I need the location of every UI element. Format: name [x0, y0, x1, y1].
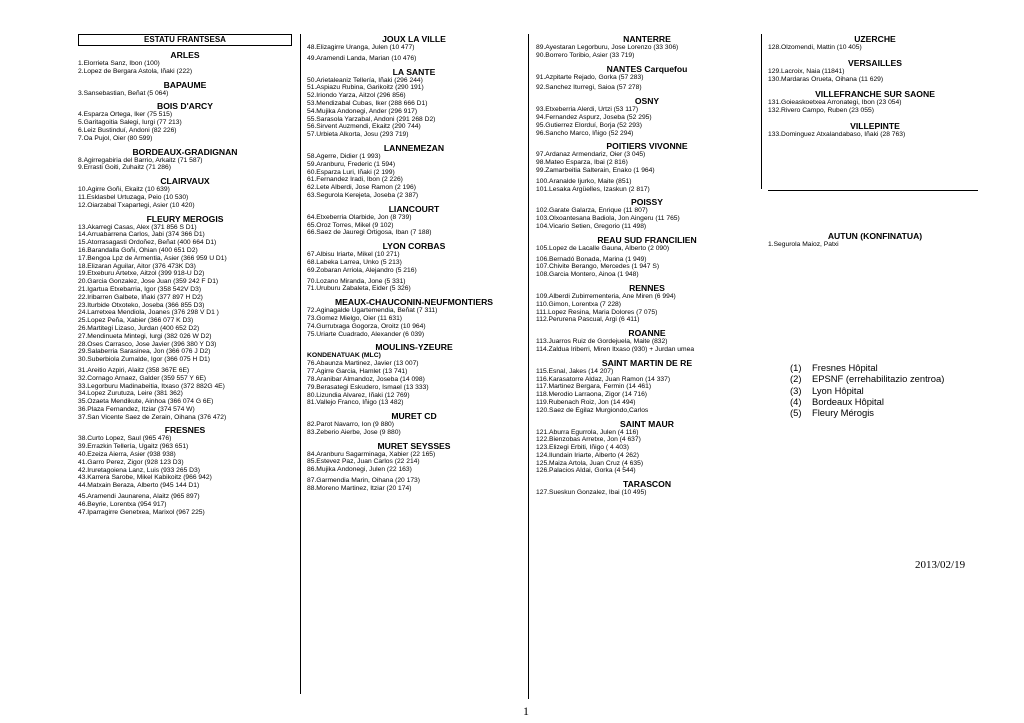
prisoner-entry: 34.Lopez Zurutuza, Leire (381 362)	[78, 390, 183, 398]
prisoner-entry: 10.Agirre Goñi, Ekaitz (10 639)	[78, 186, 170, 194]
prisoner-group	[768, 99, 982, 115]
prison-section	[536, 283, 758, 324]
prisoner-entry: 110.Gimon, Lorentxa (7 228)	[536, 300, 622, 308]
prisoner-entry: 74.Gurrutxaga Gogorza, Oroitz (10 964)	[307, 322, 426, 330]
prisoner-entry: 46.Beyrie, Lorentxa (954 917)	[78, 500, 167, 508]
prison-section	[536, 235, 758, 279]
prisoner-entry: 68.Labeka Larrea, Unko (5 213)	[307, 258, 402, 266]
prison-section	[536, 141, 758, 193]
prisoner-entry: 49.Aramendi Landa, Marian (10 476)	[307, 54, 417, 62]
prisoner-group	[536, 106, 758, 137]
prison-name: REAU SUD FRANCILIEN	[597, 234, 697, 245]
prisoner-entry: 72.Aginagalde Ugartemendia, Beñat (7 311)	[307, 307, 438, 315]
prisoner-entry: 61.Fernandez Iradi, Ibon (2 226)	[307, 176, 403, 184]
prisoner-group	[536, 245, 758, 253]
document-date: 2013/02/19	[915, 559, 966, 571]
prisoner-entry: 81.Vallejo Franco, Iñigo (13 482)	[307, 399, 404, 407]
prison-section	[78, 101, 292, 142]
prisoner-entry: 70.Lozano Miranda, Jone (5 331)	[307, 277, 406, 285]
prisoner-entry: 24.Larretxea Mendiola, Joanes (376 298 V D1 )	[78, 309, 219, 317]
prison-section	[307, 411, 521, 437]
prisoner-group	[307, 307, 521, 338]
prisoner-entry: 105.Lopez de Lacalle Gauna, Alberto (2 090)	[536, 244, 670, 252]
prison-name: MURET SEYSSES	[377, 440, 451, 451]
prisoner-group	[768, 44, 982, 52]
prisoner-group	[307, 477, 521, 493]
prisoner-group	[536, 44, 758, 60]
section-divider	[768, 190, 978, 191]
prisoner-entry: 6.Leiz Bustinduí, Andoni (82 226)	[78, 126, 177, 134]
prisoner-entry: 129.Lacroix, Naia (11841)	[768, 67, 845, 75]
prisoner-group	[307, 421, 521, 437]
prisoner-entry: 111.Lopez Resina, Maria Dolores (7 075)	[536, 308, 658, 316]
prisoner-group	[307, 77, 521, 139]
prisoner-entry: 1.Elorrieta Sanz, Ibon (100)	[78, 60, 160, 67]
prisoner-entry: 3.Sansebastian, Beñat (5 064)	[78, 89, 169, 97]
prisoner-entry: 82.Parot Navarro, Ion (9 880)	[307, 421, 394, 429]
prisoner-entry: 17.Bengoa Lpz de Armentia, Asier (366 959 U D1)	[78, 254, 227, 262]
prisoner-entry: 27.Mendinueta Mintegi, Iurgi (382 026 W D2)	[78, 332, 212, 340]
prisoner-entry: 19.Etxeburu Artetxe, Aitzol (399 918-U D2)	[78, 270, 205, 278]
prisoner-entry: 59.Aranburu, Frederic (1 594)	[307, 160, 396, 168]
prison-section	[78, 147, 292, 173]
legend-text: Bordeaux Hôpital	[812, 395, 884, 407]
legend-number: (1)	[790, 362, 802, 373]
prisoner-entry: 91.Azpitarte Rejado, Gorka (57 283)	[536, 73, 644, 81]
column-4	[768, 34, 982, 145]
prison-section	[768, 58, 982, 84]
prison-name: VILLEFRANCHE SUR SAONE	[815, 89, 935, 100]
prison-name: BOIS D'ARCY	[157, 101, 213, 112]
prisoner-group	[536, 74, 758, 82]
prisoner-entry: 53.Mendizabal Cubas, Iker (288 666 D1)	[307, 99, 428, 107]
prisoner-group	[78, 186, 292, 209]
prisoner-entry: 60.Esparza Luri, Iñaki (2 199)	[307, 168, 395, 176]
prisoner-group	[536, 84, 758, 92]
prisoner-entry: 56.Sirvent Auzmendi, Ekaitz (290 744)	[307, 123, 421, 131]
legend-item	[790, 396, 944, 407]
prisoner-entry: 51.Aspiazu Rubina, Garikoitz (290 191)	[307, 84, 424, 92]
prisoner-entry: 13.Akarregi Casas, Alex (371 856 S D1)	[78, 223, 197, 231]
column-divider	[528, 34, 529, 699]
prison-section	[307, 241, 521, 293]
prisoner-entry: 75.Uriarte Cuadrado, Alexander (6 039)	[307, 330, 425, 338]
prisoner-entry: 77.Agirre Garcia, Hamlet (13 741)	[307, 368, 408, 376]
prisoner-entry: 20.Garcia Gonzalez, Jose Juan (359 242 F D1)	[78, 278, 219, 286]
prisoner-entry: 39.Errazkin Tellería, Ugaitz (963 651)	[78, 443, 189, 451]
prison-name: FRESNES	[164, 425, 206, 436]
prison-section	[307, 204, 521, 237]
prisoner-entry: 12.Oiarzabal Txapartegi, Asier (10 420)	[78, 201, 195, 209]
prison-name: LANNEMEZAN	[383, 142, 445, 153]
legend-number: (5)	[790, 407, 802, 419]
prison-section	[536, 64, 758, 93]
prisoner-entry: 99.Zamarbeitia Salterain, Enako (1 964)	[536, 166, 655, 174]
legend-text: Fresnes Hôpital	[812, 362, 878, 373]
prisoner-entry: 106.Bernadó Bonada, Marina (1 949)	[536, 255, 647, 263]
prisoner-entry: 114.Zaldua Iriberri, Miren Itxaso (930) + Jurdan umea	[536, 345, 695, 353]
legend	[790, 362, 944, 418]
prisoner-entry: 9.Errasti Goiti, Zuhaitz (71 286)	[78, 164, 171, 172]
prison-section	[307, 143, 521, 200]
prisoner-group	[307, 278, 521, 294]
column-3	[536, 34, 758, 501]
prisoner-entry: 128.Olzomendi, Mattin (10 405)	[768, 44, 862, 51]
prisoner-entry: 127.Sueskun Gonzalez, Ibai (10 495)	[536, 489, 647, 497]
prisoner-entry: 102.Garate Galarza, Enrique (11 807)	[536, 207, 648, 215]
prisoner-entry: 92.Sanchez Iturregi, Saioa (57 278)	[536, 84, 642, 92]
prison-section	[536, 197, 758, 230]
prisoner-group	[307, 44, 521, 52]
prisoner-entry: 76.Abaunza Martinez, Javier (13 007)	[307, 360, 419, 368]
prisoner-entry: 95.Gutierrez Elorduí, Borja (52 293)	[536, 121, 642, 129]
prison-name: LYON CORBAS	[382, 241, 446, 252]
prisoner-entry: 113.Juarros Ruiz de Gordejuela, Maite (832)	[536, 338, 668, 346]
prison-section	[78, 50, 292, 76]
prisoner-entry: 54.Mujika Andonegi, Ander (296 917)	[307, 107, 418, 115]
legend-item	[790, 407, 944, 418]
prisoner-group	[307, 360, 521, 407]
column-1	[78, 34, 292, 520]
prison-section	[307, 342, 521, 407]
prisoner-entry: 123.Elizegi Erbiti, Iñigo ( 4 403)	[536, 444, 629, 452]
prisoner-entry: 63.Segurola Kerejeta, Joseba (2 387)	[307, 191, 419, 199]
prisoner-group	[78, 367, 292, 422]
prisoner-entry: 90.Borrero Toribio, Asier (33 719)	[536, 51, 635, 59]
prison-name: BAPAUME	[163, 79, 207, 90]
prison-section-autun	[768, 231, 982, 249]
prison-name: NANTES Carquefou	[606, 63, 688, 74]
legend-number: (2)	[790, 373, 802, 385]
prisoner-entry: 120.Saez de Egilaz Murgiondo,Carlos	[536, 406, 649, 414]
prisoner-group	[536, 207, 758, 230]
prison-name: MEAUX-CHAUCONIN-NEUFMONTIERS	[334, 297, 494, 308]
column-divider	[761, 34, 762, 189]
prison-section	[307, 441, 521, 493]
prisoner-entry: 107.Chivite Berango, Mercedes (1 947 S)	[536, 263, 660, 271]
prison-name: SAINT MARTIN DE RE	[601, 357, 693, 368]
prisoner-group	[78, 224, 292, 364]
prisoner-entry: 97.Ardanaz Armendariz, Oier (3 045)	[536, 151, 646, 159]
prison-section	[536, 479, 758, 497]
prisoner-entry: 40.Ezeiza Aierra, Asier (938 938)	[78, 451, 176, 459]
prison-name: JOUX LA VILLE	[382, 34, 446, 44]
prisoner-entry: 79.Berasategi Eskudero, Ismael (13 333)	[307, 383, 429, 391]
prison-name: VILLEPINTE	[850, 120, 900, 131]
prison-name: POITIERS VIVONNE	[606, 141, 688, 152]
prisoner-entry: 33.Legorburu Madinabeitia, Itxaso (372 882G 4E)	[78, 382, 225, 390]
prison-name: BORDEAUX-GRADIGNAN	[132, 146, 238, 157]
prison-section	[307, 34, 521, 63]
prisoner-entry: 124.Ilundain Iriarte, Alberto (4 262)	[536, 451, 639, 459]
prisoner-group	[78, 111, 292, 142]
prison-section	[536, 358, 758, 415]
prisoner-entry: 132.Rivero Campo, Ruben (23 055)	[768, 107, 874, 115]
prison-section	[78, 80, 292, 98]
prisoner-entry: 80.Lizundia Alvarez, Iñaki (12 769)	[307, 391, 410, 399]
prisoner-entry: 36.Plaza Fernandez, Itziar (374 574 W)	[78, 405, 195, 413]
legend-item	[790, 362, 944, 373]
prison-name: NANTERRE	[623, 34, 671, 44]
prisoner-entry: 71.Uruburu Zabaleta, Eider (5 326)	[307, 285, 411, 293]
prisoner-entry: 116.Karasatorre Aldaz, Juan Ramon (14 337)	[536, 375, 671, 383]
prisoner-group	[536, 338, 758, 354]
page-number: 1	[523, 704, 529, 718]
prisoner-group	[536, 293, 758, 324]
prison-section	[768, 34, 982, 52]
prisoner-entry: 15.Atorrasagasti Ordoñez, Beñat (400 664 D1)	[78, 239, 217, 247]
prisoner-entry: 4.Esparza Ortega, Iker (75 515)	[78, 111, 173, 119]
prisoner-entry: 126.Palacios Aldai, Gorka (4 544)	[536, 467, 636, 475]
prisoner-entry: 130.Mardaras Orueta, Oihana (11 629)	[768, 75, 884, 83]
prisoner-group	[307, 451, 521, 474]
prisoner-entry: 48.Elizagirre Uranga, Julen (10 477)	[307, 44, 415, 51]
prisoner-entry: 98.Mateo Esparza, Ibai (2 816)	[536, 159, 628, 167]
prison-name: LA SANTE	[392, 66, 436, 77]
prisoner-entry: 93.Etxeberria Alerdi, Urtzi (53 117)	[536, 106, 639, 114]
prisoner-entry: 89.Ayestaran Legorburu, Jose Lorenzo (33 306)	[536, 44, 679, 51]
prison-section	[536, 96, 758, 137]
prisoner-entry: 1.Segurola Maioz, Patxi	[768, 241, 839, 248]
prison-name: ARLES	[170, 50, 200, 60]
prison-name: TARASCON	[622, 479, 672, 490]
prisoner-entry: 38.Curto Lopez, Saul (965 476)	[78, 435, 172, 443]
legend-text: Lyon Hôpital	[812, 384, 864, 396]
prison-subheading: KONDENATUAK (MLC)	[307, 352, 381, 360]
prison-name: MOULINS-YZEURE	[375, 342, 453, 353]
prisoner-entry: 67.Albisu Iriarte, Mikel (10 271)	[307, 251, 400, 259]
prison-name: CLAIRVAUX	[160, 176, 210, 187]
prisoner-group	[768, 131, 982, 139]
prisoner-entry: 78.Aranibar Almandoz, Joseba (14 098)	[307, 375, 425, 383]
legend-text: Fleury Mérogis	[812, 407, 874, 419]
prisoner-entry: 31.Areitio Azpiri, Alaitz (358 367E 6E)	[78, 366, 190, 374]
prison-name: MURET CD	[391, 411, 437, 422]
prisoner-entry: 43.Karrera Sarobe, Mikel Kabikoitz (966 942)	[78, 474, 212, 482]
prisoner-entry: 37.San Vicente Saez de Zerain, Oihana (376 472)	[78, 413, 227, 421]
prisoner-entry: 23.Iturbide Otxoteko, Joseba (366 855 D3)	[78, 301, 205, 309]
prison-name: ROANNE	[628, 328, 666, 339]
prisoner-entry: 22.Iribarren Galbete, Iñaki (377 897 H D2)	[78, 293, 203, 301]
legend-item	[790, 373, 944, 384]
prison-section	[768, 121, 982, 139]
prison-section	[78, 176, 292, 209]
prison-section	[78, 214, 292, 422]
prisoner-entry: 57.Urbieta Alkorta, Josu (293 719)	[307, 131, 409, 139]
prison-section	[307, 297, 521, 338]
prisoner-entry: 18.Elizaran Aguilar, Aitor (376 473K D3)	[78, 262, 196, 270]
prisoner-entry: 119.Rubenach Roiz, Jon (14 494)	[536, 398, 636, 406]
prison-name: RENNES	[629, 282, 665, 293]
prisoner-entry: 86.Mujika Andonegi, Julen (22 163)	[307, 466, 412, 474]
prisoner-group	[536, 368, 758, 415]
prisoner-entry: 108.Garcia Montero, Ainoa (1 948)	[536, 271, 639, 279]
prisoner-entry: 47.Iparragirre Genetxea, Marixol (967 225)	[78, 508, 205, 516]
prisoner-entry: 125.Maiza Artola, Juan Cruz (4 635)	[536, 459, 644, 467]
legend-text: EPSNF (errehabilitazio zentroa)	[812, 373, 945, 385]
prison-name: LIANCOURT	[388, 203, 440, 214]
prisoner-entry: 41.Garro Perez, Zigor (928 123 D3)	[78, 458, 184, 466]
prisoner-entry: 26.Martitegi Lizaso, Jurdan (400 652 D2)	[78, 324, 200, 332]
prisoner-entry: 55.Sarasola Yarzabal, Andoni (291 268 D2)	[307, 115, 436, 123]
prisoner-entry: 133.Dominguez Atxalandabaso, Iñaki (28 763)	[768, 130, 906, 138]
prisoner-group	[536, 489, 758, 497]
prisoner-entry: 45.Aramendi Jaunarena, Alaitz (965 897)	[78, 493, 200, 501]
prisoner-group	[307, 251, 521, 274]
prisoner-entry: 104.Vicario Setien, Gregorio (11 498)	[536, 222, 647, 230]
prisoner-entry: 7.Oa Pujol, Oier (80 599)	[78, 134, 153, 142]
prisoner-entry: 25.Lopez Peña, Xabier (366 077 K D3)	[78, 317, 194, 325]
prisoner-entry: 11.Esklasbel Urtuzaga, Peio (10 530)	[78, 193, 189, 201]
prisoner-entry: 84.Aranburu Sagarminaga, Xabier (22 165)	[307, 450, 436, 458]
prison-section	[307, 67, 521, 139]
prisoner-entry: 88.Moreno Martinez, Itziar (20 174)	[307, 484, 412, 492]
prison-section	[78, 425, 292, 516]
prison-name: FLEURY MEROGIS	[146, 213, 224, 224]
prisoner-group	[307, 214, 521, 237]
prisoner-group	[536, 256, 758, 279]
prisoner-group	[78, 90, 292, 98]
prisoner-entry: 50.Arietaleaniz Tellería, Iñaki (296 244)	[307, 76, 423, 84]
prisoner-entry: 62.Lete Alberdi, Jose Ramon (2 196)	[307, 184, 416, 192]
prisoner-group	[78, 157, 292, 173]
prison-name: SAINT MAUR	[620, 418, 674, 429]
prisoner-group	[536, 151, 758, 174]
prison-name: VERSAILLES	[848, 57, 902, 68]
legend-number: (3)	[790, 384, 802, 396]
prisoner-entry: 29.Salaberria Sarasinea, Jon (366 076 J D2)	[78, 348, 211, 356]
prison-name: UZERCHE	[854, 34, 896, 44]
prisoner-entry: 52.Iriondo Yarza, Aitzol (296 856)	[307, 92, 406, 100]
prisoner-entry: 100.Aranalde Ijurko, Maite (851)	[536, 177, 632, 185]
prison-section	[536, 34, 758, 60]
legend-item	[790, 385, 944, 396]
prison-name: OSNY	[634, 96, 660, 107]
prisoner-entry: 131.Goieaskoetxea Arronategi, Ibon (23 054)	[768, 99, 902, 107]
legend-number: (4)	[790, 395, 802, 407]
prisoner-entry: 44.Matxain Beraza, Alberto (945 144 D1)	[78, 482, 200, 490]
prisoner-entry: 69.Zobaran Arriola, Alejandro (5 216)	[307, 266, 417, 274]
prisoner-entry: 14.Arruabarrena Carlos, Jabi (374 366 D1)	[78, 231, 205, 239]
prisoner-entry: 8.Agirregabiria del Barrio, Arkaitz (71 587)	[78, 156, 203, 164]
prisoner-entry: 32.Cornago Arnaez, Galder (359 557 Y 6E)	[78, 374, 207, 382]
column-2	[307, 34, 521, 497]
prisoner-entry: 121.Aburra Egurrola, Julen (4 116)	[536, 428, 639, 436]
prisoner-entry: 118.Merodio Larraona, Zigor (14 716)	[536, 391, 648, 399]
prisoner-group	[536, 429, 758, 476]
prisoner-group	[536, 178, 758, 194]
prisoner-entry: 65.Oroz Torres, Mikel (9 102)	[307, 221, 394, 229]
prisoner-group	[768, 68, 982, 84]
prisoner-entry: 112.Perurena Pascual, Argi (6 411)	[536, 316, 640, 324]
prisoner-entry: 5.Garitagoitia Salegi, Iurgi (77 213)	[78, 119, 182, 127]
prisoner-entry: 28.Oses Carrasco, Jose Javier (396 380 Y D3)	[78, 340, 217, 348]
prisoner-entry: 64.Etxeberria Olarbide, Jon (8 739)	[307, 213, 412, 221]
prisoner-entry: 117.Martinez Bergara, Fermin (14 461)	[536, 383, 652, 391]
prisoner-group	[78, 60, 292, 76]
prisoner-entry: 122.Bienzobas Arretxe, Jon (4 637)	[536, 436, 641, 444]
prisoner-group	[307, 153, 521, 200]
document-title: ESTATU FRANTSESA	[78, 34, 292, 46]
prisoner-entry: 35.Ozaeta Mendikute, Ainhoa (366 074 G 6E)	[78, 398, 214, 406]
prison-name: POISSY	[631, 197, 663, 208]
prisoner-entry: 85.Estevez Paz, Juan Carlos (22 214)	[307, 458, 420, 466]
prisoner-entry: 109.Alberdi Zubirrementeria, Ane Miren (6 994)	[536, 292, 676, 300]
prisoner-group	[78, 493, 292, 516]
prison-section	[768, 89, 982, 115]
prison-section	[536, 419, 758, 476]
prisoner-entry: 42.Iruretagoiena Lanz, Luis (933 265 D3)	[78, 466, 200, 474]
prisoner-entry: 2.Lopez de Bergara Astola, Iñaki (222)	[78, 67, 193, 75]
prisoner-entry: 87.Garmendia Marin, Oihana (20 173)	[307, 477, 421, 485]
column-divider	[300, 34, 301, 694]
prison-name: AUTUN (KONFINATUA)	[827, 231, 923, 241]
prisoner-entry: 73.Gomez Mielgo, Oier (11 631)	[307, 314, 403, 322]
prison-section	[536, 328, 758, 354]
prisoner-group	[78, 435, 292, 490]
prisoner-group	[307, 55, 521, 63]
prisoner-entry: 58.Agerre, Didier (1 993)	[307, 152, 381, 160]
prisoner-entry: 16.Barandalla Goñi, Ohian (400 651 D2)	[78, 246, 198, 254]
prisoner-entry: 103.Olxoantesana Badiola, Jon Aingeru (11 765)	[536, 215, 680, 223]
prisoner-entry: 96.Sancho Marco, Iñigo (52 294)	[536, 129, 634, 137]
prisoner-entry: 66.Saez de Jauregi Ortigosa, Iban (7 188)	[307, 229, 432, 237]
prisoner-entry: 101.Lesaka Argüelles, Izaskun (2 817)	[536, 185, 650, 193]
prisoner-entry: 21.Igartua Etxebarria, Igor (358 542V D3)	[78, 285, 202, 293]
prisoner-entry: 94.Fernandez Aspurz, Joseba (52 295)	[536, 113, 652, 121]
prisoner-entry: 83.Zeberio Aierbe, Jose (9 880)	[307, 428, 401, 436]
prisoner-entry: 30.Suberbiola Zumalde, Igor (366 075 H D1)	[78, 356, 210, 364]
prisoner-entry: 115.Esnal, Jakes (14 207)	[536, 367, 614, 375]
